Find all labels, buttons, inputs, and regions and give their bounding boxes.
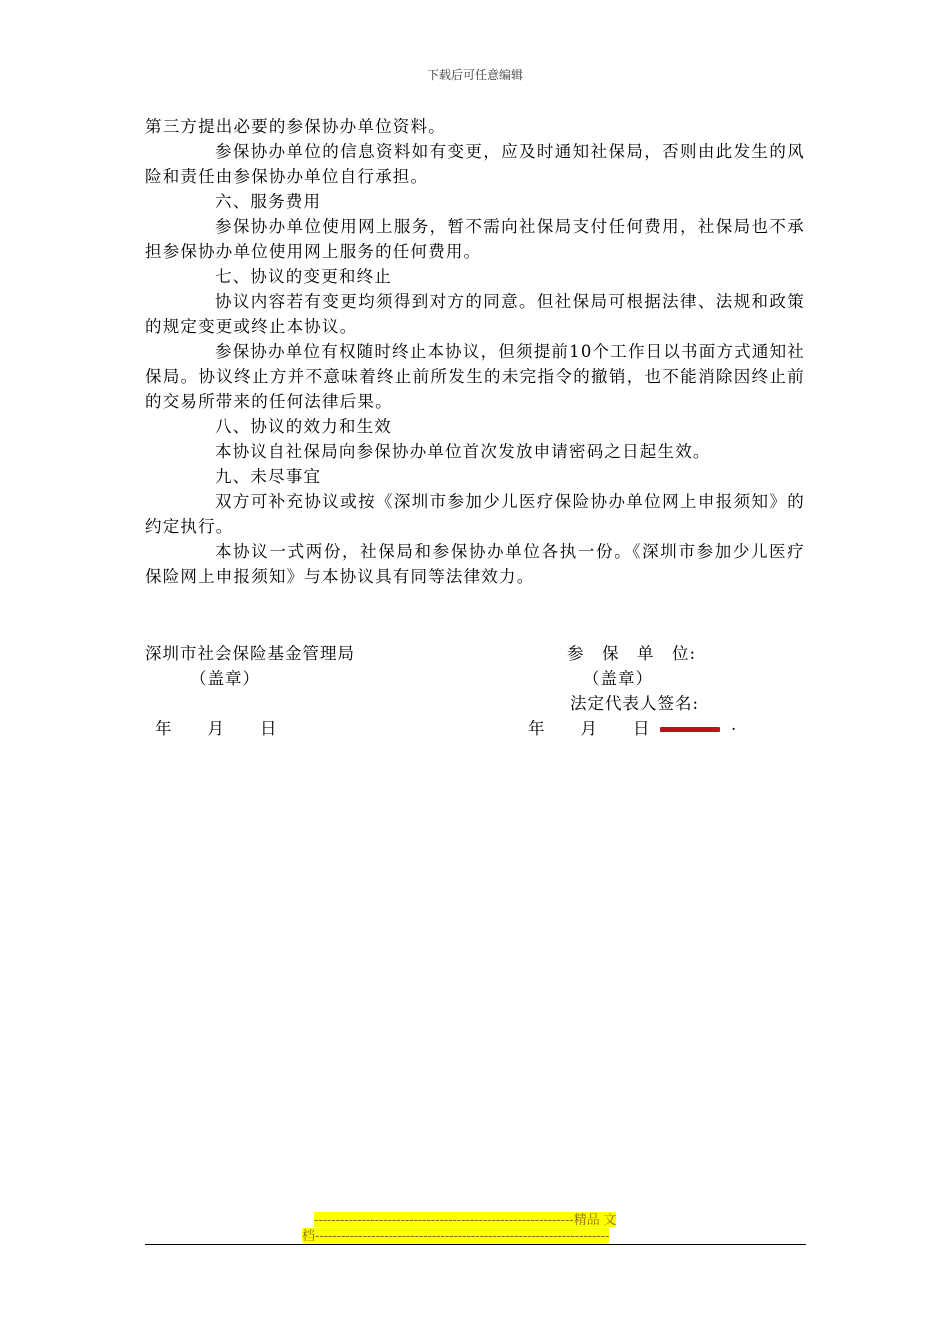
footer-watermark bbox=[302, 1212, 636, 1244]
header-note: 下载后可任意编辑 bbox=[426, 68, 523, 82]
paragraph: 参保协办单位使用网上服务，暂不需向社保局支付任何费用，社保局也不承担参保协办单位使用网上服务的任何费用。 bbox=[145, 217, 805, 261]
left-seal-label: （盖章） bbox=[190, 669, 260, 688]
paragraph: 参保协办单位有权随时终止本协议，但须提前10个工作日以书面方式通知社保局。协议终止方并不意味着终止前所发生的未完指令的撤销，也不能消除因终止前的交易所带来的任何法律后果。 bbox=[145, 342, 805, 411]
paragraph: 双方可补充协议或按《深圳市参加少儿医疗保险协办单位网上申报须知》的约定执行。 bbox=[145, 492, 805, 536]
left-party-name: 深圳市社会保险基金管理局 bbox=[145, 644, 355, 663]
paragraph: 本协议自社保局向参保协办单位首次发放申请密码之日起生效。 bbox=[215, 442, 711, 461]
section-heading: 六、服务费用 bbox=[215, 192, 322, 211]
paragraph: 本协议一式两份，社保局和参保协办单位各执一份。《深圳市参加少儿医疗保险网上申报须知》与本协议具有同等法律效力。 bbox=[145, 542, 805, 586]
right-seal-label: （盖章） bbox=[583, 669, 653, 688]
right-date-label: 年 月 日 bbox=[528, 719, 651, 738]
section-heading: 九、未尽事宜 bbox=[215, 467, 322, 486]
redacted-signature-mark bbox=[660, 727, 720, 732]
right-party-label: 参 保 单 位: bbox=[567, 644, 697, 663]
agreement-body bbox=[145, 114, 805, 589]
section-heading: 八、协议的效力和生效 bbox=[215, 417, 392, 436]
footer-line-2: 档-------------------------------------------------------------------- bbox=[302, 1228, 610, 1243]
paragraph: 参保协办单位的信息资料如有变更，应及时通知社保局，否则由此发生的风险和责任由参保协办单位自行承担。 bbox=[145, 142, 805, 186]
footer-rule bbox=[145, 1244, 806, 1245]
footer-line-1: ------------------------------------------------------------精品 文 bbox=[314, 1212, 617, 1227]
left-date-label: 年 月 日 bbox=[155, 719, 278, 738]
paragraph: 协议内容若有变更均须得到对方的同意。但社保局可根据法律、法规和政策的规定变更或终止本协议。 bbox=[145, 292, 805, 336]
date-period: . bbox=[731, 715, 738, 734]
paragraph: 第三方提出必要的参保协办单位资料。 bbox=[145, 117, 446, 136]
legal-representative-label: 法定代表人签名: bbox=[570, 694, 700, 713]
section-heading: 七、协议的变更和终止 bbox=[215, 267, 392, 286]
